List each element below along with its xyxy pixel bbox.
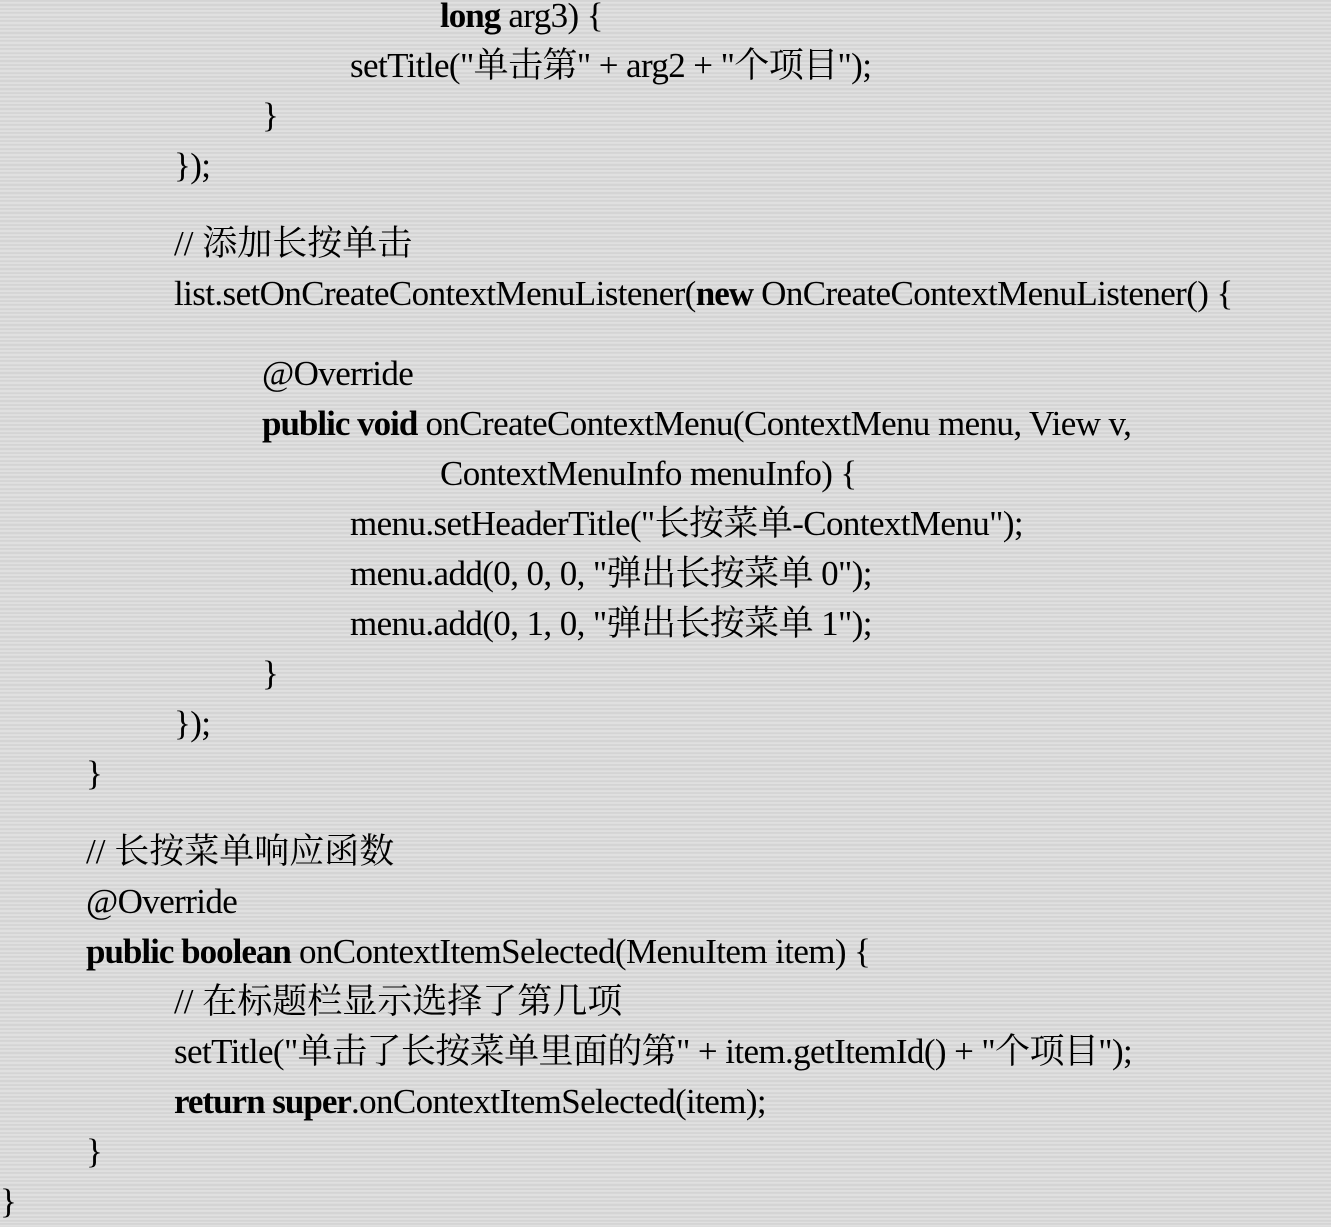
code-line: [86, 1127, 102, 1177]
code-line: [262, 91, 278, 141]
code-line: [174, 1027, 1132, 1077]
code-text: });: [174, 704, 211, 743]
code-comment: // 添加长按单击: [174, 224, 413, 263]
code-text: setTitle("单击了长按菜单里面的第" + item.getItemId() + "个项目");: [174, 1032, 1133, 1071]
code-text: }: [86, 754, 103, 793]
code-text: onCreateContextMenu(ContextMenu menu, View v,: [417, 404, 1132, 443]
code-keyword: long: [440, 0, 501, 35]
code-text: onContextItemSelected(MenuItem item) {: [290, 932, 871, 971]
code-keyword: new: [695, 274, 754, 313]
code-text: menu.add(0, 1, 0, "弹出长按菜单 1");: [350, 604, 872, 643]
code-text: menu.add(0, 0, 0, "弹出长按菜单 0");: [350, 554, 872, 593]
code-line: [350, 499, 1023, 549]
code-line: [440, 449, 857, 499]
code-line: [86, 877, 237, 927]
code-line: [86, 927, 870, 977]
code-text: menu.setHeaderTitle("长按菜单-ContextMenu");: [350, 504, 1024, 543]
code-line: [350, 599, 872, 649]
code-line: [262, 349, 413, 399]
code-text: }: [262, 654, 279, 693]
code-keyword: public void: [262, 404, 418, 443]
code-line: [174, 269, 1233, 319]
code-text: arg3) {: [500, 0, 603, 35]
code-keyword: return super: [174, 1082, 351, 1121]
code-comment: // 长按菜单响应函数: [86, 832, 395, 871]
code-line: [174, 1077, 766, 1127]
code-line: [86, 749, 102, 799]
code-text: @Override: [86, 882, 238, 921]
code-line: [350, 549, 872, 599]
code-text: }: [0, 1182, 17, 1221]
code-line: [174, 219, 412, 269]
code-line: [350, 41, 871, 91]
code-comment: // 在标题栏显示选择了第几项: [174, 982, 623, 1021]
code-line: [440, 0, 603, 41]
code-text: ContextMenuInfo menuInfo) {: [440, 454, 857, 493]
code-line: [262, 399, 1131, 449]
code-text: });: [174, 146, 211, 185]
code-text: }: [86, 1132, 103, 1171]
code-text: @Override: [262, 354, 414, 393]
code-text: setTitle("单击第" + arg2 + "个项目");: [350, 46, 872, 85]
code-line: [262, 649, 278, 699]
code-keyword: public boolean: [86, 932, 291, 971]
code-text: }: [262, 96, 279, 135]
code-text: OnCreateContextMenuListener() {: [753, 274, 1233, 313]
code-line: [0, 1177, 16, 1227]
code-line: [174, 141, 210, 191]
code-text: list.setOnCreateContextMenuListener(: [174, 274, 696, 313]
code-line: [174, 699, 210, 749]
code-line: [86, 827, 394, 877]
code-line: [174, 977, 622, 1027]
code-text: .onContextItemSelected(item);: [350, 1082, 767, 1121]
